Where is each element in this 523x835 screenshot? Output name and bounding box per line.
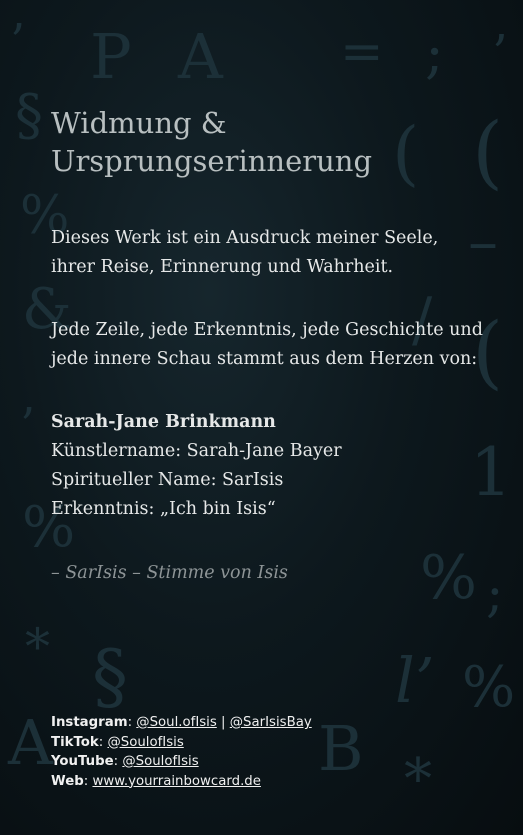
bg-glyph: / bbox=[412, 285, 433, 355]
bg-glyph: ; bbox=[486, 564, 504, 624]
text-line: ihrer Reise, Erinnerung und Wahrheit. bbox=[51, 257, 394, 277]
bg-glyph: ( bbox=[472, 305, 504, 398]
signature: – SarIsis – Stimme von Isis bbox=[51, 563, 288, 583]
bg-glyph: – bbox=[468, 207, 498, 277]
web-label: Web bbox=[51, 773, 84, 789]
tiktok-row: TikTok: @SoulofIsis bbox=[51, 734, 184, 750]
bg-glyph: ’ bbox=[20, 398, 36, 454]
bg-glyph: ( bbox=[392, 112, 420, 194]
intro-paragraph bbox=[51, 224, 491, 282]
bg-glyph: A bbox=[8, 706, 53, 779]
author-name: Sarah-Jane Brinkmann bbox=[51, 412, 276, 432]
bg-glyph: § bbox=[92, 634, 128, 718]
tiktok-link[interactable]: @SoulofIsis bbox=[107, 734, 184, 750]
youtube-link[interactable]: @SoulofIsis bbox=[122, 754, 199, 769]
bg-glyph: 1 bbox=[470, 434, 512, 511]
bg-glyph: ’ bbox=[10, 14, 26, 70]
origin-paragraph bbox=[51, 316, 491, 374]
youtube-row: YouTube: @SoulofIsis bbox=[51, 754, 199, 769]
tiktok-label: TikTok bbox=[51, 734, 99, 750]
instagram-label: Instagram bbox=[51, 715, 128, 730]
bg-glyph: l’ bbox=[395, 644, 435, 717]
bg-glyph: * bbox=[404, 747, 432, 812]
instagram-row: Instagram: @Soul.ofIsis | @SarIsisBay bbox=[51, 715, 312, 730]
title-line: Ursprungserinnerung bbox=[51, 144, 373, 178]
bg-glyph: * bbox=[25, 618, 50, 676]
artist-name: Künstlername: Sarah-Jane Bayer bbox=[51, 441, 342, 461]
bg-glyph: & bbox=[22, 277, 72, 342]
title-line: Widmung & bbox=[51, 106, 227, 140]
web-link[interactable]: www.yourrainbowcard.de bbox=[92, 773, 261, 789]
author-block bbox=[51, 408, 491, 524]
bg-glyph: ’ bbox=[492, 24, 508, 82]
bg-glyph: % bbox=[420, 543, 478, 613]
bg-glyph: % bbox=[20, 186, 70, 246]
social-links bbox=[51, 713, 312, 791]
bg-glyph: A bbox=[178, 20, 223, 93]
text-line: jede innere Schau stammt aus dem Herzen von: bbox=[51, 349, 478, 369]
text-line: Dieses Werk ist ein Ausdruck meiner Seele, bbox=[51, 228, 439, 248]
bg-glyph: % bbox=[22, 495, 76, 560]
text-line: Jede Zeile, jede Erkenntnis, jede Geschichte und bbox=[51, 320, 483, 340]
bg-glyph: ; bbox=[425, 21, 444, 86]
bg-glyph: ( bbox=[472, 105, 504, 198]
web-row: Web: www.yourrainbowcard.de bbox=[51, 773, 261, 789]
bg-glyph: = bbox=[340, 22, 384, 82]
spiritual-name: Spiritueller Name: SarIsis bbox=[51, 470, 284, 490]
youtube-label: YouTube bbox=[51, 754, 114, 769]
insight: Erkenntnis: „Ich bin Isis“ bbox=[51, 499, 276, 519]
bg-glyph: P bbox=[90, 20, 132, 93]
separator: | bbox=[221, 715, 226, 730]
bg-glyph: B bbox=[318, 712, 364, 785]
instagram-link-1[interactable]: @Soul.ofIsis bbox=[136, 715, 217, 730]
page-title bbox=[51, 104, 491, 180]
bg-glyph: § bbox=[15, 83, 43, 148]
instagram-link-2[interactable]: @SarIsisBay bbox=[229, 715, 312, 730]
bg-glyph: % bbox=[462, 655, 516, 720]
